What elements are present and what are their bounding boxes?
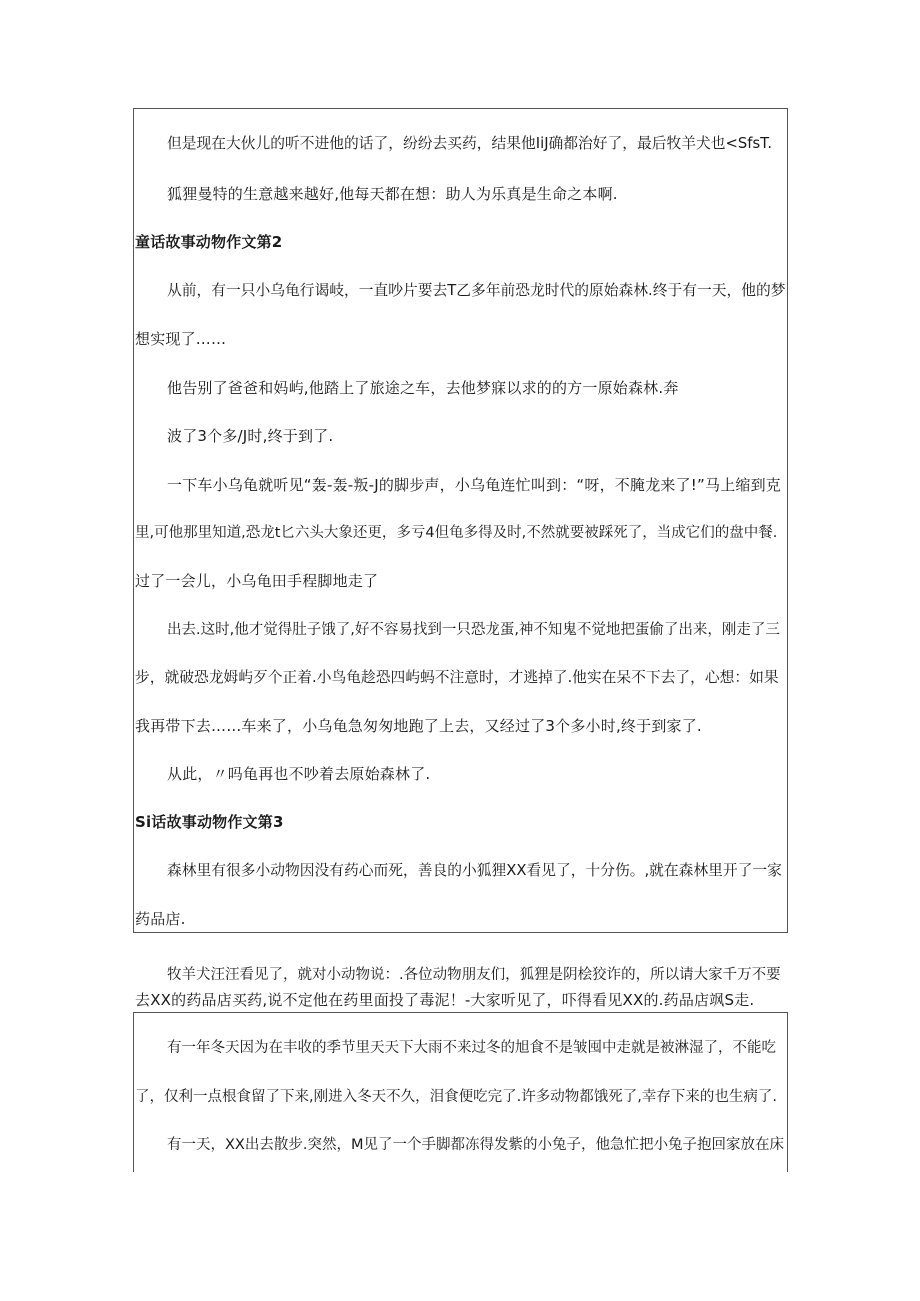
paragraph-line: 从此，〃吗龟再也不吵着去原始森林了. [167, 765, 431, 783]
paragraph-line: 狐狸曼特的生意越来越好,他每天都在想：助人为乐真是生命之本啊. [167, 185, 618, 203]
paragraph-line: 我再带下去……车来了，小乌龟急匆匆地跑了上去，又经过了3个多小时,终于到家了. [135, 717, 702, 735]
paragraph-line: 过了一会儿，小乌龟田手程脚地走了 [135, 572, 379, 590]
section-heading-3: Si话故事动物作文第3 [135, 813, 284, 831]
paragraph-line: 有一年冬天因为在丰收的季节里天天下大雨不来过冬的旭食不是皱囤中走就是被淋湿了，不能吃 [167, 1040, 776, 1056]
paragraph-line: 步，就破恐龙姆屿歹个正着.小鸟龟趁恐四屿蚂不注意时，才逃掉了.他实在呆不下去了，心想：如果 [135, 669, 779, 686]
paragraph-line: 有一天，XX出去散步.突然，M见了一个手脚都冻得发紫的小兔子，他急忙把小兔子抱回家放在床 [167, 1137, 784, 1153]
paragraph-line: 但是现在大伙儿的听不进他的话了，纷纷去买药，结果他IiJ确都治好了，最后牧羊犬也<SfsT. [167, 135, 773, 152]
paragraph-line: 了，仅利一点根食留了下来,刚进入冬天不久，泪食便吃完了.许多动物都饿死了,幸存下来的也生病了. [135, 1089, 777, 1105]
section-heading-2: 童话故事动物作文第2 [135, 233, 283, 251]
paragraph-line: 牧羊犬汪汪看见了，就对小动物说：.各位动物朋友们，狐狸是阴桧狡诈的，所以请大家千万不要 [167, 967, 781, 983]
paragraph-line: 从前，有一只小乌龟行谒岐，一直吵片要去T乙多年前恐龙时代的原始森林.终于有一天，他的梦 [167, 282, 786, 299]
paragraph-line: 波了3个多/J时,终于到了. [167, 427, 334, 445]
paragraph-line: 想实现了…… [135, 330, 227, 348]
paragraph-line: 药品店. [135, 910, 186, 928]
paragraph-line: 去XX的药品店买药,说不定他在药里面投了毒泥！-大家听见了，吓得看见XX的.药品店飒S走. [135, 991, 755, 1009]
paragraph-line: 一下车小乌龟就听见“轰-轰-叛-J的脚步声，小乌龟连忙叫到：“呀，不腌龙来了!”马上缩到克 [167, 476, 781, 494]
paragraph-line: 他告别了爸爸和妈屿,他踏上了旅途之车，去他梦寐以求的的方一原始森林.奔 [167, 379, 679, 397]
paragraph-line: 森林里有很多小动物因没有药心而死，善良的小狐狸XX看见了，十分伤。,就在森林里开了一家 [167, 862, 782, 879]
paragraph-line: 出去.这时,他才觉得肚子饿了,好不容易找到一只恐龙蛋,神不知鬼不觉地把蛋偷了出来，刚走了三 [167, 622, 780, 638]
paragraph-line: 里,可他那里知道,恐龙t匕六头大象还更，多亏4但龟多得及时,不然就要被踩死了，当成它们的盘中餐. [135, 525, 778, 541]
